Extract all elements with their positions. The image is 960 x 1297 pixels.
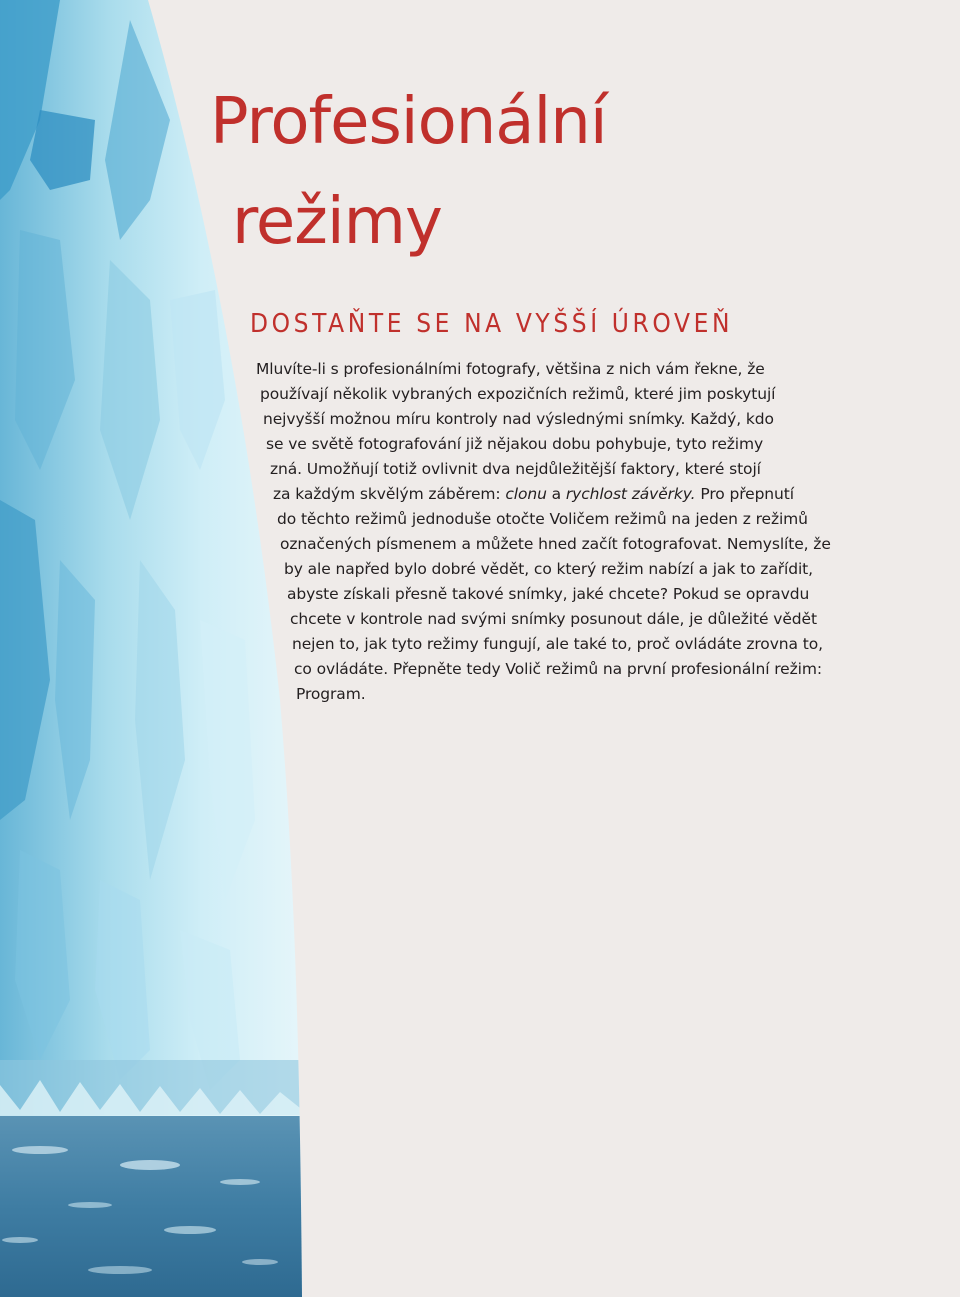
body-line — [277, 507, 808, 532]
page-title-line-2: režimy — [232, 185, 442, 259]
body-line — [284, 557, 813, 582]
page-title-line-1: Profesionální — [210, 85, 607, 159]
section-subtitle: DOSTAŇTE SE NA VYŠŠÍ ÚROVEŇ — [250, 309, 734, 339]
body-text-segment: do těchto režimů jednoduše otočte Voličem režimů na jeden z režimů — [277, 510, 808, 528]
body-text-segment: nejvyšší možnou míru kontroly nad výslednými snímky. Každý, kdo — [263, 410, 774, 428]
body-text-segment: a — [546, 485, 566, 503]
body-text-segment: za každým skvělým záběrem: — [273, 485, 506, 503]
body-line — [294, 657, 822, 682]
body-line — [260, 382, 775, 407]
body-italic-term: clonu — [505, 485, 547, 503]
body-text-segment: abyste získali přesně takové snímky, jaké chcete? Pokud se opravdu — [287, 585, 810, 603]
body-line — [263, 407, 774, 432]
body-text-segment: se ve světě fotografování již nějakou dobu pohybuje, tyto režimy — [266, 435, 764, 453]
body-text-segment: nejen to, jak tyto režimy fungují, ale také to, proč ovládáte zrovna to, — [292, 635, 823, 653]
body-line — [290, 607, 817, 632]
body-text-segment: chcete v kontrole nad svými snímky posunout dále, je důležité vědět — [290, 610, 817, 628]
body-line — [292, 632, 823, 657]
body-text-segment: co ovládáte. Přepněte tedy Volič režimů na první profesionální režim: — [294, 660, 822, 678]
body-text-segment: označených písmenem a můžete hned začít fotografovat. Nemyslíte, že — [280, 535, 831, 553]
body-line — [287, 582, 809, 607]
body-text-segment: Pro přepnutí — [695, 485, 794, 503]
body-line — [270, 457, 761, 482]
body-line — [256, 357, 765, 382]
body-line — [273, 482, 794, 507]
body-line — [296, 682, 366, 707]
body-text-segment: Program. — [296, 685, 366, 703]
body-text-segment: Mluvíte-li s profesionálními fotografy, většina z nich vám řekne, že — [256, 360, 765, 378]
body-line — [266, 432, 763, 457]
body-italic-term: rychlost závěrky. — [565, 485, 696, 503]
body-text-segment: zná. Umožňují totiž ovlivnit dva nejdůležitější faktory, které stojí — [270, 460, 761, 478]
body-text-segment: používají několik vybraných expozičních režimů, které jim poskytují — [260, 385, 776, 403]
body-line — [280, 532, 831, 557]
body-text-segment: by ale napřed bylo dobré vědět, co který režim nabízí a jak to zařídit, — [284, 560, 813, 578]
